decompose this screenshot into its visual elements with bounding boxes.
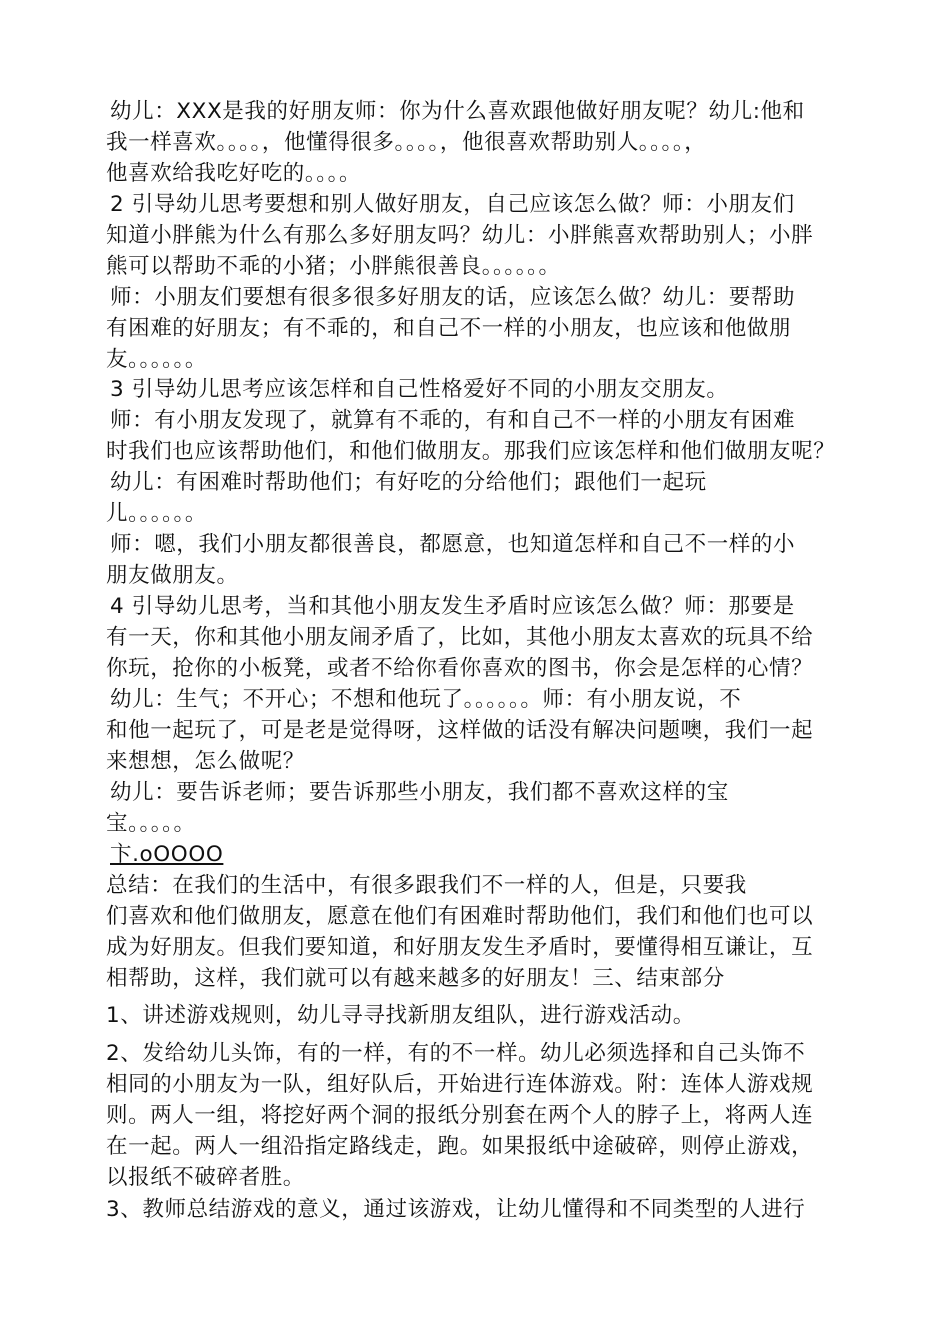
text-line: 有一天，你和其他小朋友闹矛盾了，比如，其他小朋友太喜欢的玩具不给 xyxy=(106,625,814,650)
text-line: 相帮助，这样，我们就可以有越来越多的好朋友！三、结束部分 xyxy=(106,966,725,991)
underlined-fragment: 卞.oOOOO xyxy=(110,842,224,867)
text-line: 在一起。两人一组沿指定路线走，跑。如果报纸中途破碎，则停止游戏， xyxy=(106,1134,814,1159)
text-line: 来想想，怎么做呢？ xyxy=(106,749,305,774)
text-line: 宝。。。。。 xyxy=(106,811,196,836)
text-line: 幼儿：有困难时帮助他们；有好吃的分给他们；跟他们一起玩 xyxy=(110,470,707,495)
text-line: 和他一起玩了，可是老是觉得呀，这样做的话没有解决问题噢，我们一起 xyxy=(106,718,814,743)
text-line: 朋友做朋友。 xyxy=(106,563,239,588)
text-line: 他喜欢给我吃好吃的。。。。 xyxy=(106,161,362,186)
list-item: 1、讲述游戏规则，幼儿寻寻找新朋友组队，进行游戏活动。 xyxy=(106,1003,695,1028)
text-line: 幼儿：XXX是我的好朋友师：你为什么喜欢跟他做好朋友呢？幼儿:他和 xyxy=(110,99,805,124)
text-line: 儿。。。。。。 xyxy=(106,501,207,526)
text-line: 3 引导幼儿思考应该怎样和自己性格爱好不同的小朋友交朋友。 xyxy=(110,377,729,402)
list-item: 3、教师总结游戏的意义，通过该游戏，让幼儿懂得和不同类型的人进行 xyxy=(106,1197,806,1222)
text-line: 熊可以帮助不乖的小猪；小胖熊很善良。。。。。。 xyxy=(106,254,561,279)
text-line: 以报纸不破碎者胜。 xyxy=(106,1165,305,1190)
text-line: 师：有小朋友发现了，就算有不乖的，有和自己不一样的小朋友有困难 xyxy=(110,408,796,433)
text-line: 们喜欢和他们做朋友，愿意在他们有困难时帮助他们，我们和他们也可以 xyxy=(106,904,814,929)
text-line: 友。。。。。。 xyxy=(106,347,207,372)
text-line: 我一样喜欢。。。。，他懂得很多。。。。，他很喜欢帮助别人。。。。， xyxy=(106,130,707,155)
text-line: 有困难的好朋友；有不乖的，和自己不一样的小朋友，也应该和他做朋 xyxy=(106,316,792,341)
text-line: 成为好朋友。但我们要知道，和好朋友发生矛盾时，要懂得相互谦让，互 xyxy=(106,935,814,960)
text-line: 总结：在我们的生活中，有很多跟我们不一样的人，但是，只要我 xyxy=(106,873,747,898)
text-line: 时我们也应该帮助他们，和他们做朋友。那我们应该怎样和他们做朋友呢？ xyxy=(106,439,836,464)
text-line: 2 引导幼儿思考要想和别人做好朋友，自己应该怎么做？师：小朋友们 xyxy=(110,192,795,217)
text-line: 幼儿：要告诉老师；要告诉那些小朋友，我们都不喜欢这样的宝 xyxy=(110,780,729,805)
text-line: 则。两人一组，将挖好两个洞的报纸分别套在两个人的脖子上，将两人连 xyxy=(106,1103,814,1128)
text-line: 师：小朋友们要想有很多很多好朋友的话，应该怎么做？幼儿：要帮助 xyxy=(110,285,796,310)
list-item: 2、发给幼儿头饰，有的一样，有的不一样。幼儿必须选择和自己头饰不 xyxy=(106,1041,806,1066)
text-line: 幼儿：生气；不开心；不想和他玩了。。。。。。师：有小朋友说，不 xyxy=(110,687,742,712)
text-line: 相同的小朋友为一队，组好队后，开始进行连体游戏。附：连体人游戏规 xyxy=(106,1072,814,1097)
text-line: 师：嗯，我们小朋友都很善良，都愿意，也知道怎样和自己不一样的小 xyxy=(110,532,796,557)
text-line: 知道小胖熊为什么有那么多好朋友吗？幼儿：小胖熊喜欢帮助别人；小胖 xyxy=(106,223,814,248)
text-line: 你玩，抢你的小板凳，或者不给你看你喜欢的图书，你会是怎样的心情？ xyxy=(106,656,814,681)
text-line: 4 引导幼儿思考，当和其他小朋友发生矛盾时应该怎么做？师：那要是 xyxy=(110,594,795,619)
